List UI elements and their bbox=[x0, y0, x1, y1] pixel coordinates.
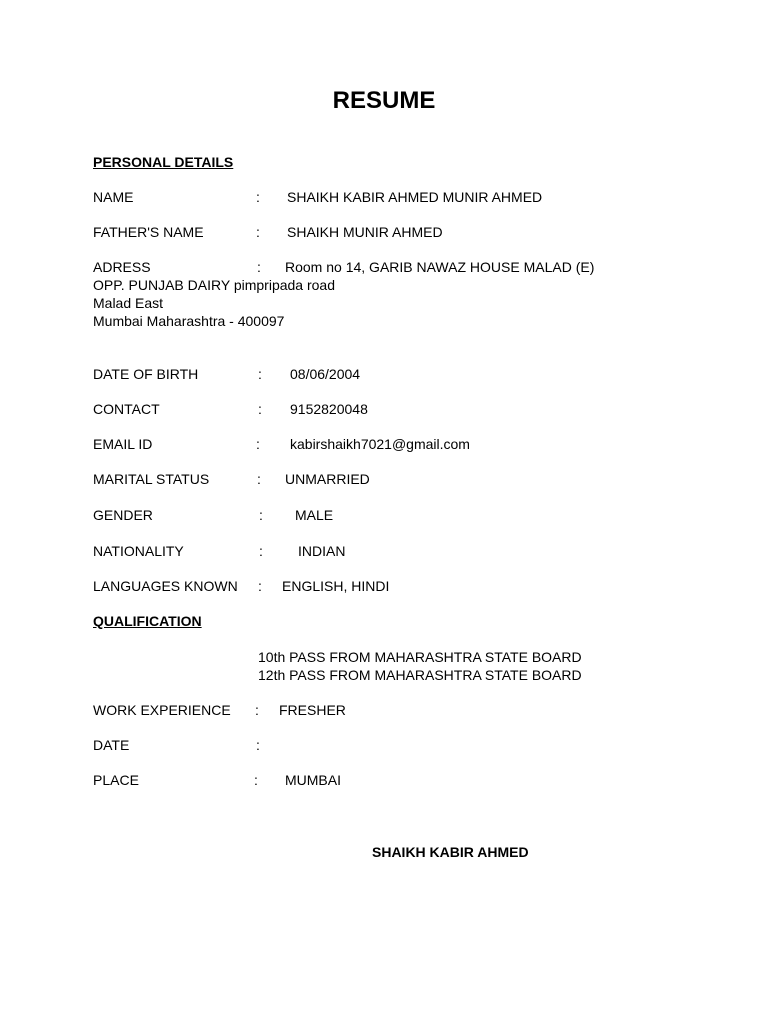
place-separator: : bbox=[254, 772, 258, 788]
nationality-value: INDIAN bbox=[298, 543, 346, 559]
dob-label: DATE OF BIRTH bbox=[93, 366, 199, 382]
place-label: PLACE bbox=[93, 772, 139, 788]
nationality-separator: : bbox=[259, 543, 263, 559]
date-separator: : bbox=[256, 737, 260, 753]
contact-label: CONTACT bbox=[93, 401, 160, 417]
languages-label: LANGUAGES KNOWN bbox=[93, 578, 238, 594]
marital-status-separator: : bbox=[257, 471, 261, 487]
name-label: NAME bbox=[93, 189, 134, 205]
father-name-value: SHAIKH MUNIR AHMED bbox=[287, 224, 443, 240]
address-value: Room no 14, GARIB NAWAZ HOUSE MALAD (E) bbox=[285, 259, 595, 275]
qualification-item: 12th PASS FROM MAHARASHTRA STATE BOARD bbox=[258, 667, 582, 683]
nationality-label: NATIONALITY bbox=[93, 543, 184, 559]
gender-separator: : bbox=[259, 507, 263, 523]
qualification-heading: QUALIFICATION bbox=[93, 613, 202, 629]
address-separator: : bbox=[257, 259, 261, 275]
address-line: OPP. PUNJAB DAIRY pimpripada road bbox=[93, 277, 336, 293]
work-experience-label: WORK EXPERIENCE bbox=[93, 702, 231, 718]
email-value: kabirshaikh7021@gmail.com bbox=[290, 436, 470, 452]
gender-label: GENDER bbox=[93, 507, 153, 523]
languages-value: ENGLISH, HINDI bbox=[282, 578, 390, 594]
work-experience-value: FRESHER bbox=[279, 702, 346, 718]
address-label: ADRESS bbox=[93, 259, 151, 275]
contact-separator: : bbox=[258, 401, 262, 417]
father-name-separator: : bbox=[256, 224, 260, 240]
gender-value: MALE bbox=[295, 507, 334, 523]
email-separator: : bbox=[256, 436, 260, 452]
qualification-item: 10th PASS FROM MAHARASHTRA STATE BOARD bbox=[258, 649, 582, 665]
place-value: MUMBAI bbox=[285, 772, 341, 788]
languages-separator: : bbox=[258, 578, 262, 594]
personal-details-heading: PERSONAL DETAILS bbox=[93, 154, 234, 170]
dob-separator: : bbox=[258, 366, 262, 382]
signature-name: SHAIKH KABIR AHMED bbox=[372, 844, 529, 860]
marital-status-value: UNMARRIED bbox=[285, 471, 370, 487]
contact-value: 9152820048 bbox=[290, 401, 368, 417]
father-name-label: FATHER'S NAME bbox=[93, 224, 204, 240]
dob-value: 08/06/2004 bbox=[290, 366, 361, 382]
name-value: SHAIKH KABIR AHMED MUNIR AHMED bbox=[287, 189, 543, 205]
email-label: EMAIL ID bbox=[93, 436, 153, 452]
name-separator: : bbox=[256, 189, 260, 205]
document-title: RESUME bbox=[332, 87, 436, 114]
address-line: Malad East bbox=[93, 295, 164, 311]
address-line: Mumbai Maharashtra - 400097 bbox=[93, 313, 285, 329]
work-experience-separator: : bbox=[255, 702, 259, 718]
date-label: DATE bbox=[93, 737, 130, 753]
marital-status-label: MARITAL STATUS bbox=[93, 471, 210, 487]
